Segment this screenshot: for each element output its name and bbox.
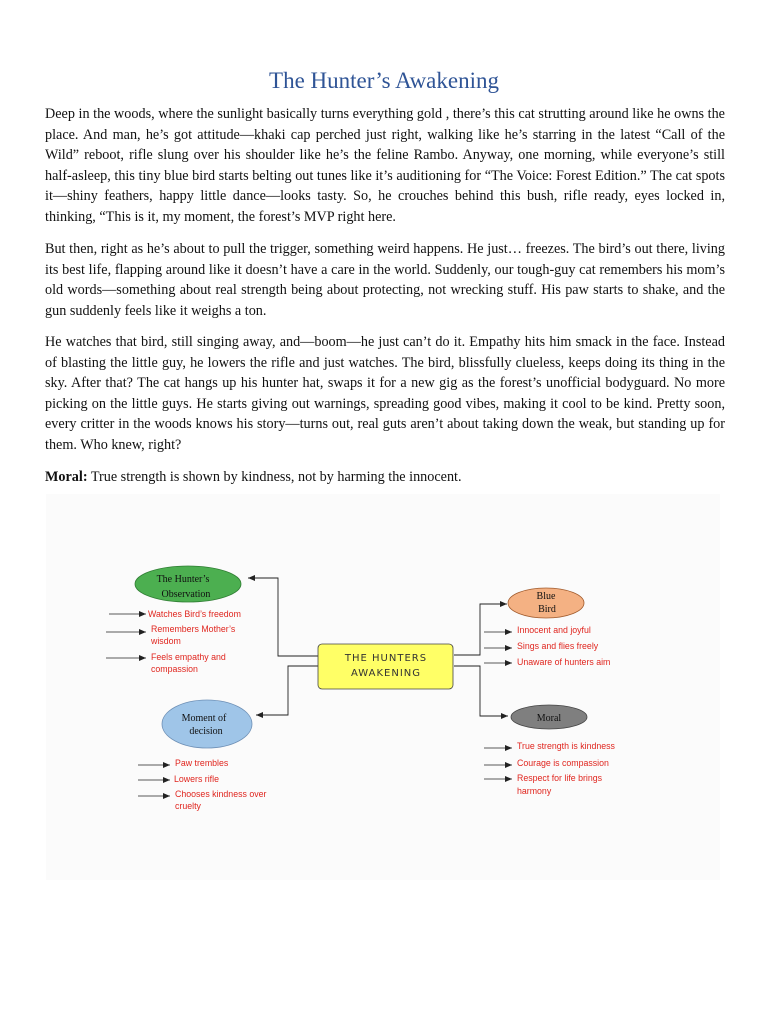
decision-items bbox=[138, 758, 267, 811]
observation-items bbox=[106, 609, 241, 674]
observation-item-2: Remembers Mother’s bbox=[151, 624, 236, 634]
decision-item-3: Chooses kindness over bbox=[175, 789, 267, 799]
bird-label-line2: Bird bbox=[538, 604, 556, 615]
center-label-line1: THE HUNTERS bbox=[344, 653, 428, 664]
moral-item-3-cont: harmony bbox=[517, 786, 552, 796]
bird-node bbox=[508, 588, 584, 618]
moral-node-label: Moral bbox=[536, 713, 562, 724]
story-paragraph-2: But then, right as he’s about to pull the trigger, something weird happens. He just… freezes. The bird’s out there, living its best life, flapping around like it doesn’t have a care in the world. Suddenly, our tough-guy cat remembers his mom’s old words—something about real strength being about protecting, not wrecking stuff. His paw starts to shake, and the gun suddenly feels like it weighs a ton. bbox=[45, 241, 725, 319]
moral-label: Moral: bbox=[45, 469, 88, 485]
observation-item-3: Feels empathy and bbox=[151, 652, 226, 662]
bird-item-1: Innocent and joyful bbox=[517, 625, 591, 635]
moral-item-3: Respect for life brings bbox=[517, 773, 603, 783]
bird-items bbox=[484, 625, 610, 667]
decision-item-3-cont: cruelty bbox=[175, 801, 201, 811]
connector-moral bbox=[454, 666, 508, 716]
bird-label-line1: Blue bbox=[536, 591, 556, 602]
moral-line bbox=[45, 467, 725, 488]
connector-observation bbox=[248, 578, 318, 656]
bird-item-3: Unaware of hunters aim bbox=[517, 657, 611, 667]
connector-decision bbox=[256, 666, 318, 715]
moral-items bbox=[484, 741, 616, 796]
decision-item-2: Lowers rifle bbox=[174, 774, 219, 784]
connector-bird bbox=[454, 604, 507, 655]
story-paragraph-3: He watches that bird, still singing away, and—boom—he just can’t do it. Empathy hits him smack in the face. Instead of blasting the little guy, he lowers the rifle and just watches. The bird, blissfully clueless, keeps doing its thing in the sky. After that? The cat hangs up his hunter hat, swaps it for a new gig as the forest’s unofficial bodyguard. No more picking on the little guys. He starts giving out warnings, spreading good vibes, making it cool to be kind. Pretty soon, every critter in the woods knows his story—turns out, real guts aren’t about taking down the weak, but standing up for them. Who knew, right? bbox=[45, 334, 725, 453]
decision-item-1: Paw trembles bbox=[175, 758, 229, 768]
bird-item-2: Sings and flies freely bbox=[517, 641, 599, 651]
mind-map-diagram bbox=[46, 494, 720, 880]
decision-label-line1: Moment of bbox=[181, 713, 227, 724]
observation-node bbox=[135, 566, 241, 602]
observation-item-1: Watches Bird’s freedom bbox=[148, 609, 241, 619]
moral-item-2: Courage is compassion bbox=[517, 758, 609, 768]
moral-text: True strength is shown by kindness, not by harming the innocent. bbox=[87, 469, 462, 485]
decision-label-line2: decision bbox=[189, 726, 223, 737]
observation-label-line1: The Hunter’s bbox=[156, 574, 210, 585]
moral-item-1: True strength is kindness bbox=[517, 741, 615, 751]
observation-label-line2: Observation bbox=[161, 589, 211, 600]
moral-node bbox=[511, 705, 587, 729]
center-node bbox=[318, 644, 453, 689]
story-paragraph-1: Deep in the woods, where the sunlight basically turns everything gold , there’s this cat strutting around like he owns the place. And man, he’s got attitude—khaki cap perched just right, walking like he’s starring in the latest “Call of the Wild” reboot, rifle slung over his shoulder like he’s the feline Rambo. Anyway, one morning, while everyone’s still half-asleep, this tiny blue bird starts belting out tunes like it’s auditioning for “The Voice: Forest Edition.” The cat spots it—shiny feathers, happy little dance—looks tasty. So, he crouches behind this bush, rifle ready, eyes locked in, thinking, “This is it, my moment, the forest’s MVP right here. bbox=[45, 106, 725, 225]
observation-item-3-cont: compassion bbox=[151, 664, 198, 674]
center-label-line2: AWAKENING bbox=[350, 668, 422, 679]
decision-node bbox=[162, 700, 252, 748]
observation-item-2-cont: wisdom bbox=[151, 636, 181, 646]
page-title: The Hunter’s Awakening bbox=[269, 68, 499, 93]
